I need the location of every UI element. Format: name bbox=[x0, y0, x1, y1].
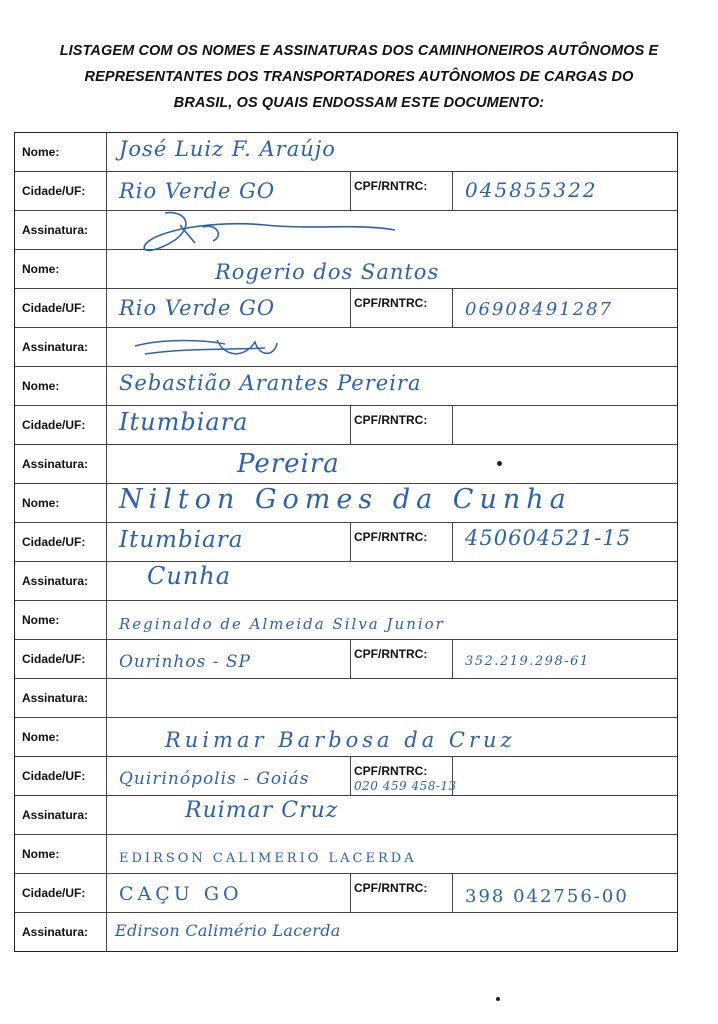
nome-label: Nome: bbox=[22, 145, 60, 159]
assinatura-row bbox=[15, 796, 677, 835]
cidade-row bbox=[15, 874, 677, 913]
cpf-label: CPF/RNTRC: bbox=[354, 413, 428, 427]
nome-label: Nome: bbox=[22, 847, 60, 861]
cidade-row bbox=[15, 289, 677, 328]
cidade-label: Cidade/UF: bbox=[22, 769, 86, 783]
handwritten-name: Rogerio dos Santos bbox=[215, 260, 440, 284]
cidade-label: Cidade/UF: bbox=[22, 652, 86, 666]
cidade-label: Cidade/UF: bbox=[22, 418, 86, 432]
cidade-row bbox=[15, 757, 677, 796]
cidade-label: Cidade/UF: bbox=[22, 886, 86, 900]
handwritten-name: Reginaldo de Almeida Silva Junior bbox=[119, 615, 445, 633]
assinatura-label: Assinatura: bbox=[22, 223, 89, 237]
assinatura-row bbox=[15, 328, 677, 367]
assinatura-label: Assinatura: bbox=[22, 925, 89, 939]
handwritten-cpf: 020 459 458-13 bbox=[354, 779, 457, 793]
nome-row bbox=[15, 250, 677, 289]
handwritten-city: Itumbiara bbox=[119, 408, 249, 436]
cpf-label: CPF/RNTRC: bbox=[354, 881, 428, 895]
cpf-label: CPF/RNTRC: bbox=[354, 647, 428, 661]
handwritten-city: Ourinhos - SP bbox=[119, 652, 251, 672]
nome-label: Nome: bbox=[22, 379, 60, 393]
assinatura-label: Assinatura: bbox=[22, 574, 89, 588]
document-title bbox=[20, 38, 698, 116]
title-line-1: LISTAGEM COM OS NOMES E ASSINATURAS DOS CAMINHONEIROS AUTÔNOMOS E bbox=[59, 43, 659, 59]
nome-label: Nome: bbox=[22, 613, 60, 627]
handwritten-name: EDIRSON CALIMERIO LACERDA bbox=[119, 851, 417, 866]
handwritten-city: CAÇU GO bbox=[119, 883, 243, 905]
cpf-label: CPF/RNTRC: bbox=[354, 296, 428, 310]
assinatura-row bbox=[15, 445, 677, 484]
nome-row bbox=[15, 133, 677, 172]
nome-label: Nome: bbox=[22, 262, 60, 276]
assinatura-label: Assinatura: bbox=[22, 808, 89, 822]
cpf-label: CPF/RNTRC: bbox=[354, 764, 428, 778]
nome-row bbox=[15, 601, 677, 640]
handwritten-signature: Cunha bbox=[147, 562, 232, 590]
signature-drawing bbox=[125, 328, 325, 368]
handwritten-city: Quirinópolis - Goiás bbox=[119, 769, 310, 789]
handwritten-signature: Pereira bbox=[237, 449, 340, 479]
cidade-label: Cidade/UF: bbox=[22, 535, 86, 549]
handwritten-cpf: 06908491287 bbox=[465, 299, 613, 320]
cpf-label: CPF/RNTRC: bbox=[354, 179, 428, 193]
handwritten-city: Rio Verde GO bbox=[119, 179, 276, 203]
nome-row bbox=[15, 718, 677, 757]
handwritten-cpf: 398 042756-00 bbox=[465, 886, 629, 907]
cidade-label: Cidade/UF: bbox=[22, 184, 86, 198]
ink-dot bbox=[497, 461, 502, 466]
assinatura-label: Assinatura: bbox=[22, 340, 89, 354]
assinatura-row bbox=[15, 211, 677, 250]
handwritten-cpf: 450604521-15 bbox=[465, 526, 632, 550]
nome-row bbox=[15, 367, 677, 406]
ink-dot bbox=[496, 997, 500, 1001]
handwritten-signature: Edirson Calimério Lacerda bbox=[115, 921, 341, 940]
nome-label: Nome: bbox=[22, 730, 60, 744]
handwritten-cpf: 352.219.298-61 bbox=[465, 654, 590, 669]
title-line-2: REPRESENTANTES DOS TRANSPORTADORES AUTÔNOMOS DE CARGAS DO bbox=[84, 69, 634, 85]
assinatura-label: Assinatura: bbox=[22, 691, 89, 705]
assinatura-row bbox=[15, 562, 677, 601]
handwritten-city: Itumbiara bbox=[119, 527, 244, 553]
handwritten-signature: Ruimar Cruz bbox=[185, 798, 339, 823]
cidade-label: Cidade/UF: bbox=[22, 301, 86, 315]
title-line-3: BRASIL, OS QUAIS ENDOSSAM ESTE DOCUMENTO: bbox=[173, 95, 545, 111]
nome-row bbox=[15, 484, 677, 523]
cidade-row bbox=[15, 523, 677, 562]
assinatura-label: Assinatura: bbox=[22, 457, 89, 471]
cidade-row bbox=[15, 640, 677, 679]
handwritten-name: José Luiz F. Araújo bbox=[119, 137, 336, 161]
handwritten-cpf: 045855322 bbox=[465, 178, 598, 202]
nome-row bbox=[15, 835, 677, 874]
cpf-label: CPF/RNTRC: bbox=[354, 530, 428, 544]
handwritten-city: Rio Verde GO bbox=[119, 296, 276, 320]
cidade-row bbox=[15, 406, 677, 445]
signatures-table bbox=[14, 132, 678, 952]
handwritten-name: Nilton Gomes da Cunha bbox=[119, 484, 572, 515]
assinatura-row bbox=[15, 679, 677, 718]
assinatura-row bbox=[15, 913, 677, 951]
nome-label: Nome: bbox=[22, 496, 60, 510]
handwritten-name: Ruimar Barbosa da Cruz bbox=[165, 728, 516, 752]
handwritten-name: Sebastião Arantes Pereira bbox=[119, 371, 422, 395]
